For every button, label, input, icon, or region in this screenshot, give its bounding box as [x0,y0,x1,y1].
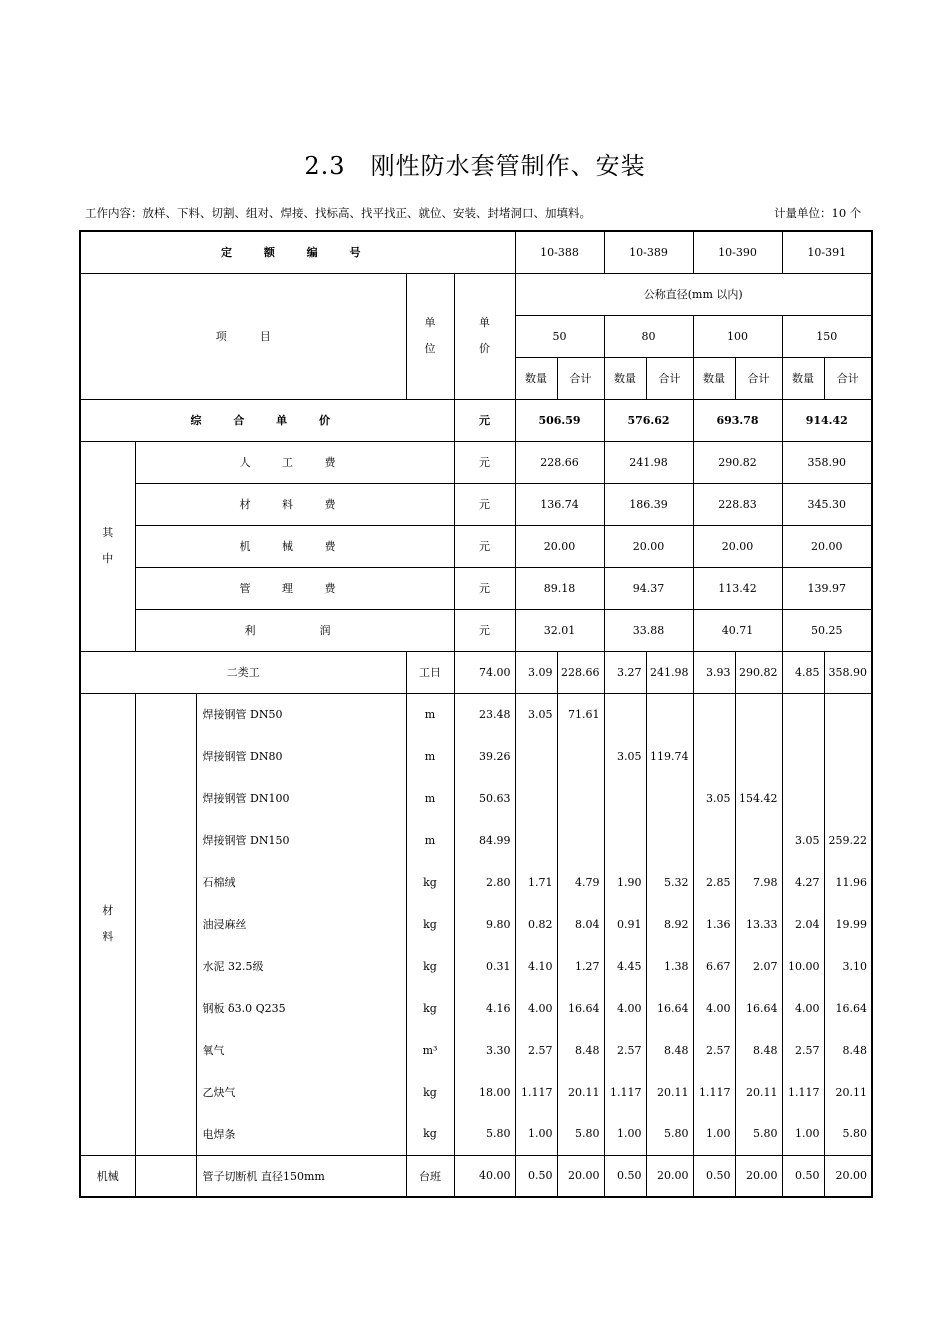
material-cell [824,777,872,819]
material-cell: 3.05 [515,693,557,735]
material-cell: 71.61 [557,693,604,735]
material-cell: 16.64 [824,987,872,1029]
material-price: 4.16 [454,987,515,1029]
material-unit: kg [406,945,454,987]
breakdown-value: 20.00 [782,525,872,567]
diameter-value: 100 [693,315,782,357]
page-title: 2.3 刚性防水套管制作、安装 [304,152,646,180]
quota-code: 10-389 [604,231,693,273]
material-cell [646,693,693,735]
quota-table [79,230,873,1198]
material-cell: 4.10 [515,945,557,987]
material-unit: kg [406,1113,454,1155]
material-cell: 1.36 [693,903,735,945]
qty-header: 数量 [604,357,646,399]
machine-cell: 0.50 [782,1155,824,1197]
breakdown-value: 40.71 [693,609,782,651]
item-header: 项 目 [80,273,406,399]
quota-code: 10-391 [782,231,872,273]
breakdown-group-label: 其 中 [80,441,135,651]
material-cell: 20.11 [824,1071,872,1113]
breakdown-row [80,609,872,651]
material-cell: 2.57 [782,1029,824,1071]
material-cell: 8.04 [557,903,604,945]
breakdown-value: 33.88 [604,609,693,651]
material-cell [824,693,872,735]
material-cell: 1.00 [515,1113,557,1155]
material-row [80,1071,872,1113]
material-cell [782,777,824,819]
breakdown-unit: 元 [454,483,515,525]
breakdown-label: 材 料 费 [135,483,454,525]
material-name: 焊接钢管 DN150 [196,819,406,861]
breakdown-value: 345.30 [782,483,872,525]
qty-header: 数量 [515,357,557,399]
breakdown-value: 20.00 [604,525,693,567]
material-row [80,987,872,1029]
material-name: 焊接钢管 DN80 [196,735,406,777]
breakdown-value: 186.39 [604,483,693,525]
labor-row [80,651,872,693]
material-unit: kg [406,861,454,903]
material-cell: 1.00 [693,1113,735,1155]
material-cell: 1.117 [604,1071,646,1113]
machine-row [80,1155,872,1197]
material-cell: 7.98 [735,861,782,903]
material-unit: m [406,777,454,819]
quota-code: 10-388 [515,231,604,273]
material-price: 84.99 [454,819,515,861]
material-price: 23.48 [454,693,515,735]
material-cell: 1.00 [604,1113,646,1155]
breakdown-value: 94.37 [604,567,693,609]
material-cell: 1.117 [693,1071,735,1113]
machine-cell: 0.50 [693,1155,735,1197]
material-price: 0.31 [454,945,515,987]
material-cell: 1.117 [782,1071,824,1113]
material-name: 氧气 [196,1029,406,1071]
material-unit: kg [406,903,454,945]
material-row [80,1113,872,1155]
breakdown-value: 241.98 [604,441,693,483]
composite-value: 693.78 [693,399,782,441]
material-cell: 8.48 [735,1029,782,1071]
breakdown-value: 228.83 [693,483,782,525]
breakdown-unit: 元 [454,441,515,483]
materials-section [80,693,872,1155]
material-cell [693,819,735,861]
material-row [80,735,872,777]
material-name: 焊接钢管 DN100 [196,777,406,819]
material-cell: 4.00 [515,987,557,1029]
material-price: 9.80 [454,903,515,945]
material-cell: 20.11 [735,1071,782,1113]
material-price: 50.63 [454,777,515,819]
machine-blank-cell [135,1155,196,1197]
labor-label: 二类工 [80,651,406,693]
quota-number-row [80,231,872,273]
machine-cell: 0.50 [515,1155,557,1197]
material-cell [557,735,604,777]
material-cell: 4.00 [782,987,824,1029]
labor-cell: 290.82 [735,651,782,693]
qty-header: 数量 [693,357,735,399]
breakdown-label: 管 理 费 [135,567,454,609]
material-unit: m [406,819,454,861]
material-cell: 16.64 [735,987,782,1029]
material-cell: 3.05 [693,777,735,819]
composite-value: 506.59 [515,399,604,441]
material-cell: 4.27 [782,861,824,903]
breakdown-value: 139.97 [782,567,872,609]
materials-blank-cell [135,693,196,1155]
material-cell: 3.05 [604,735,646,777]
material-cell: 2.07 [735,945,782,987]
material-cell: 5.80 [557,1113,604,1155]
price-header: 单价 [454,273,515,399]
machine-cell: 0.50 [604,1155,646,1197]
material-cell: 259.22 [824,819,872,861]
material-cell: 6.67 [693,945,735,987]
material-cell: 5.80 [646,1113,693,1155]
diameter-value: 80 [604,315,693,357]
quota-code: 10-390 [693,231,782,273]
composite-label: 综 合 单 价 [80,399,454,441]
material-cell: 119.74 [646,735,693,777]
material-cell [693,735,735,777]
work-content: 工作内容：放样、下料、切割、组对、焊接、找标高、找平找正、就位、安装、封堵洞口、加填料。 [85,206,591,220]
material-cell [735,819,782,861]
breakdown-row [80,525,872,567]
material-name: 乙炔气 [196,1071,406,1113]
material-cell: 2.85 [693,861,735,903]
material-name: 焊接钢管 DN50 [196,693,406,735]
material-cell: 8.48 [557,1029,604,1071]
breakdown-value: 228.66 [515,441,604,483]
breakdown-label: 机 械 费 [135,525,454,567]
material-row [80,1029,872,1071]
material-cell [557,777,604,819]
material-cell: 10.00 [782,945,824,987]
material-cell: 1.00 [782,1113,824,1155]
composite-value: 576.62 [604,399,693,441]
breakdown-label: 利 润 [135,609,454,651]
sum-header: 合计 [646,357,693,399]
material-cell: 5.80 [735,1113,782,1155]
composite-price-row [80,399,872,441]
material-cell: 3.10 [824,945,872,987]
breakdown-unit: 元 [454,525,515,567]
material-cell: 19.99 [824,903,872,945]
material-name: 油浸麻丝 [196,903,406,945]
material-cell [782,735,824,777]
unit-header: 单位 [406,273,454,399]
breakdown-value: 32.01 [515,609,604,651]
material-row [80,819,872,861]
material-name: 水泥 32.5级 [196,945,406,987]
material-row [80,945,872,987]
material-cell: 20.11 [646,1071,693,1113]
material-price: 2.80 [454,861,515,903]
header-row [80,273,872,315]
material-cell: 4.45 [604,945,646,987]
labor-price: 74.00 [454,651,515,693]
labor-cell: 241.98 [646,651,693,693]
material-cell: 3.05 [782,819,824,861]
material-row [80,903,872,945]
breakdown-value: 113.42 [693,567,782,609]
material-cell: 20.11 [557,1071,604,1113]
labor-cell: 3.93 [693,651,735,693]
material-row [80,777,872,819]
machine-cell: 20.00 [646,1155,693,1197]
composite-value: 914.42 [782,399,872,441]
diameter-value: 150 [782,315,872,357]
machine-name: 管子切断机 直径150mm [196,1155,406,1197]
material-row [80,693,872,735]
material-row [80,861,872,903]
material-unit: m [406,693,454,735]
material-cell: 16.64 [557,987,604,1029]
machine-cell: 20.00 [735,1155,782,1197]
material-cell: 2.57 [515,1029,557,1071]
material-cell: 4.00 [693,987,735,1029]
labor-cell: 358.90 [824,651,872,693]
material-price: 5.80 [454,1113,515,1155]
diameter-value: 50 [515,315,604,357]
material-cell: 8.48 [646,1029,693,1071]
material-cell [646,777,693,819]
breakdown-unit: 元 [454,609,515,651]
breakdown-value: 358.90 [782,441,872,483]
material-cell: 2.57 [693,1029,735,1071]
material-cell: 16.64 [646,987,693,1029]
material-cell: 13.33 [735,903,782,945]
material-cell [515,819,557,861]
breakdown-label: 人 工 费 [135,441,454,483]
material-cell: 1.38 [646,945,693,987]
material-cell: 4.79 [557,861,604,903]
material-price: 3.30 [454,1029,515,1071]
machine-cell: 20.00 [557,1155,604,1197]
breakdown-value: 20.00 [693,525,782,567]
material-cell [824,735,872,777]
breakdown-value: 50.25 [782,609,872,651]
material-cell [735,693,782,735]
material-cell: 4.00 [604,987,646,1029]
material-cell [646,819,693,861]
diameter-header: 公称直径(mm 以内) [515,273,872,315]
breakdown-row [80,483,872,525]
material-unit: kg [406,1071,454,1113]
material-cell [515,735,557,777]
material-cell [604,693,646,735]
material-cell: 0.82 [515,903,557,945]
machine-group-label: 机械 [80,1155,135,1197]
material-cell: 0.91 [604,903,646,945]
material-cell: 5.32 [646,861,693,903]
labor-cell: 228.66 [557,651,604,693]
material-cell [735,735,782,777]
material-cell: 2.04 [782,903,824,945]
material-cell: 1.90 [604,861,646,903]
breakdown-row [80,441,872,483]
material-price: 39.26 [454,735,515,777]
material-cell: 2.57 [604,1029,646,1071]
material-cell: 11.96 [824,861,872,903]
machine-price: 40.00 [454,1155,515,1197]
material-cell: 1.27 [557,945,604,987]
material-cell: 5.80 [824,1113,872,1155]
material-cell: 1.117 [515,1071,557,1113]
machine-cell: 20.00 [824,1155,872,1197]
qty-header: 数量 [782,357,824,399]
unit-note: 计量单位：10 个 [774,206,862,220]
material-unit: m³ [406,1029,454,1071]
breakdown-row [80,567,872,609]
material-cell [515,777,557,819]
material-name: 石棉绒 [196,861,406,903]
labor-cell: 3.09 [515,651,557,693]
breakdown-unit: 元 [454,567,515,609]
breakdown-value: 136.74 [515,483,604,525]
materials-group-label: 材 料 [80,693,135,1155]
breakdown-value: 290.82 [693,441,782,483]
sum-header: 合计 [735,357,782,399]
labor-unit: 工日 [406,651,454,693]
material-cell [693,693,735,735]
material-cell [782,693,824,735]
material-name: 电焊条 [196,1113,406,1155]
breakdown-value: 20.00 [515,525,604,567]
breakdown-value: 89.18 [515,567,604,609]
material-name: 钢板 δ3.0 Q235 [196,987,406,1029]
material-cell: 1.71 [515,861,557,903]
material-cell [557,819,604,861]
labor-cell: 3.27 [604,651,646,693]
material-price: 18.00 [454,1071,515,1113]
material-cell: 8.48 [824,1029,872,1071]
material-cell: 154.42 [735,777,782,819]
material-cell [604,819,646,861]
composite-unit: 元 [454,399,515,441]
sum-header: 合计 [557,357,604,399]
material-cell [604,777,646,819]
material-cell: 8.92 [646,903,693,945]
sum-header: 合计 [824,357,872,399]
machine-unit: 台班 [406,1155,454,1197]
material-unit: m [406,735,454,777]
quota-number-label: 定 额 编 号 [80,231,515,273]
labor-cell: 4.85 [782,651,824,693]
material-unit: kg [406,987,454,1029]
